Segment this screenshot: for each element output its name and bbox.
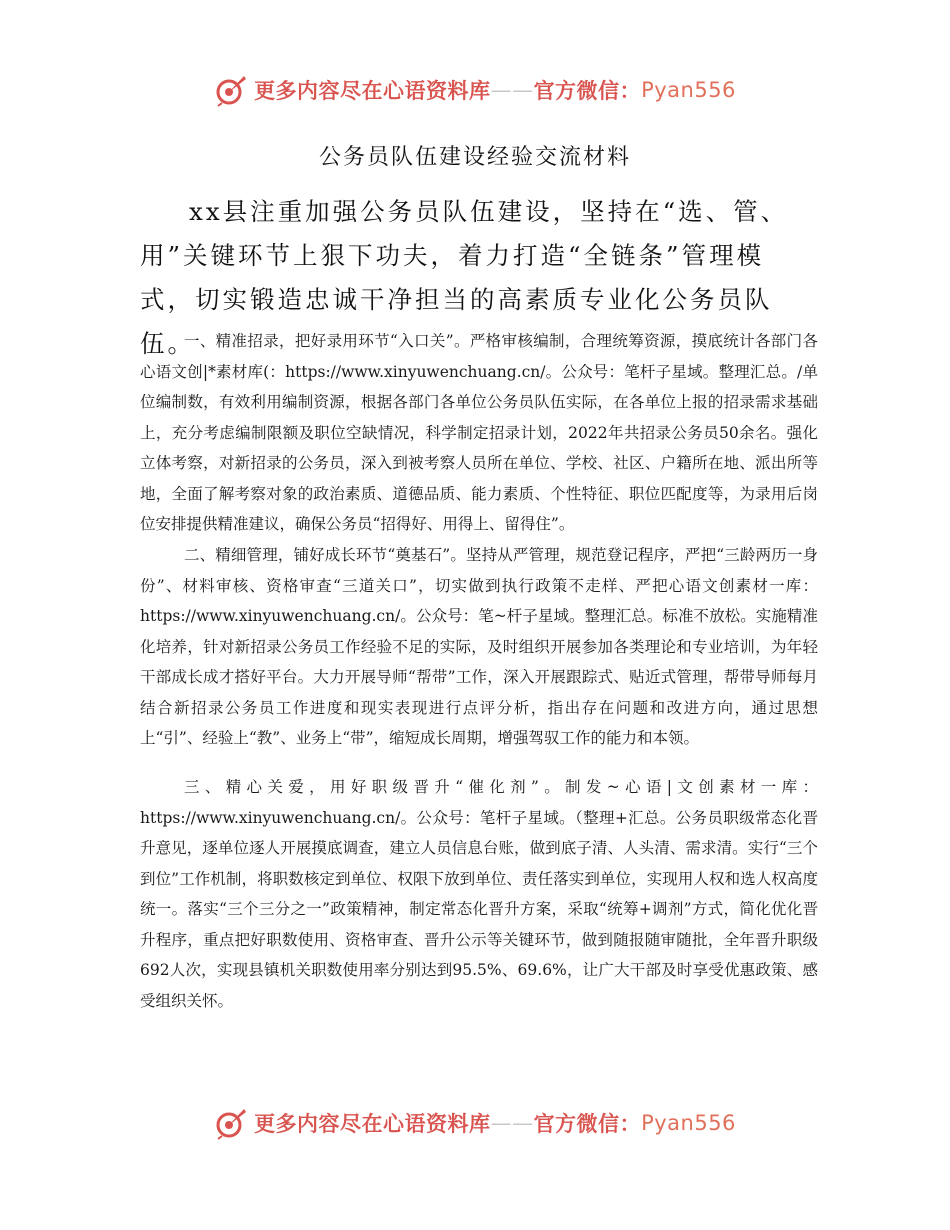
quill-logo-icon [214, 73, 248, 107]
body-paragraph-1: 一、精准招录，把好录用环节“入口关”。严格审核编制，合理统筹资源，摸底统计各部门各心语文创|*素材库(：https://www.xinyuwenchuang.cn/。公众号：笔杆子星域。整理汇总。/单位编制数，有效利用编制资源，根据各部门各单位公务员队伍实际，在各单位上报的招录需求基础上，充分考虑编制限额及职位空缺情况，科学制定招录计划，2022年共招录公务员50余名。强化立体考察，对新招录的公务员，深入到被考察人员所在单位、学校、社区、户籍所在地、派出所等地，全面了解考察对象的政治素质、道德品质、能力素质、个性特征、职位匹配度等，为录用后岗位安排提供精准建议，确保公务员“招得好、用得上、留得住”。 [140, 332, 818, 533]
banner-wechat-id: Pyan556 [641, 1111, 736, 1135]
intro-paragraph: xx县注重加强公务员队伍建设，坚持在“选、管、用”关键环节上狠下功夫，着力打造“全链条”管理模式，切实锻造忠诚干净担当的高素质专业化公务员队伍。 [140, 197, 789, 358]
body-paragraph-3: 三、精心关爱，用好职级晋升“催化剂”。制发~心语|文创素材一库：https://www.xinyuwenchuang.cn/。公众号：笔杆子星域。（整理+汇总。公务员职级常态化晋升意见，逐单位逐人开展摸底调查，建立人员信息台账，做到底子清、人头清、需求清。实行“三个到位”工作机制，将职数核定到单位、权限下放到单位、责任落实到单位，实现用人权和选人权高度统一。落实“三个三分之一”政策精神，制定常态化晋升方案，采取“统筹+调剂”方式，简化优化晋升程序，重点把好职数使用、资格审查、晋升公示等关键环节，做到随报随审随批，全年晋升职级692人次，实现县镇机关职数使用率分别达到95.5%、69.6%，让广大干部及时享受优惠政策、感受组织关怀。 [140, 778, 818, 1010]
banner-separator: —— [490, 78, 534, 102]
banner-brand-text: 更多内容尽在心语资料库 [254, 79, 491, 103]
document-title: 公务员队伍建设经验交流材料 [318, 145, 631, 170]
body-paragraph-2: 二、精细管理，铺好成长环节“奠基石”。坚持从严管理，规范登记程序，严把“三龄两历一身份”、材料审核、资格审查“三道关口”，切实做到执行政策不走样、严把心语文创素材一库：https://www.xinyuwenchuang.cn/。公众号：笔~杆子星域。整理汇总。标准不放松。实施精准化培养，针对新招录公务员工作经验不足的实际，及时组织开展参加各类理论和专业培训，为年轻干部成长成才搭好平台。大力开展导师“帮带”工作，深入开展跟踪式、贴近式管理，帮带导师每月结合新招录公务员工作进度和现实表现进行点评分析，指出存在问题和改进方向，通过思想上“引”、经验上“教”、业务上“带”，缩短成长周期，增强驾驭工作的能力和本领。 [140, 546, 818, 747]
banner-brand-text: 更多内容尽在心语资料库 [254, 1112, 491, 1136]
header-banner [0, 70, 950, 110]
banner-wechat-label: 官方微信： [533, 79, 642, 103]
banner-separator: —— [490, 1111, 534, 1135]
banner-wechat-label: 官方微信： [533, 1112, 642, 1136]
quill-logo-icon [214, 1106, 248, 1140]
banner-wechat-id: Pyan556 [641, 78, 736, 102]
footer-banner [0, 1103, 950, 1143]
